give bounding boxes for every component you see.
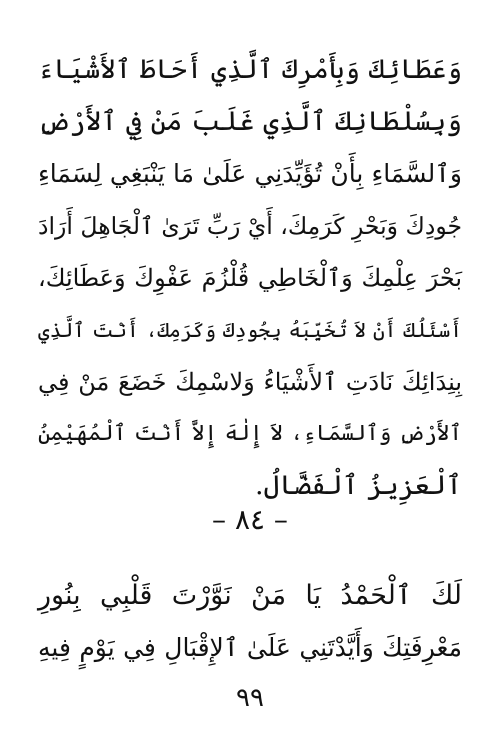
section-number-marker: – ٨٤ – [212,503,288,536]
page-number: ٩٩ [236,683,264,713]
text-line: وَعَطَائِكَ وَبِأَمْرِكَ ٱلَّذِي أَحَاطَ ٱلأَشْيَاءَ [38,54,462,85]
text-line: وَٱلسَّمَاءِ بِأَنْ تُؤَيِّدَنِي عَلَىٰ مَا يَنْبَغِي لِسَمَاءِ [38,159,462,188]
text-line: جُودِكَ وَبَحْرِ كَرَمِكَ، أَيْ رَبِّ تَرَىٰ ٱلْجَاهِلَ أَرَادَ [38,212,462,240]
text-line: مَعْرِفَتِكَ وَأَيَّدْتَنِي عَلَىٰ ٱلإِقْبَالِ فِي يَوْمٍ فِيهِ [38,633,462,662]
text-line: بَحْرَ عِلْمِكَ وَٱلْخَاطِي قُلْزُمَ عَفْوِكَ وَعَطَائِكَ، [38,264,462,292]
text-line: وَبِسُلْطَانِكَ ٱلَّذِي غَلَبَ مَنْ فِي ٱلأَرْضِ [38,106,462,137]
text-line-last: ٱلْعَزِيزُ ٱلْفَضَّالُ. [254,470,462,501]
text-line: بِنِدَائِكَ نَادَتِ ٱلأَشْيَاءُ وَلاسْمِكَ خَضَعَ مَنْ فِي [38,368,462,396]
text-line: أَسْئَلُكَ أَنْ لاَ تُخَيِّبَهُ بِجُودِكَ وَكَرَمِكَ، أَنْتَ ٱلَّذِي [38,318,462,342]
text-line: لَكَ ٱلْحَمْدُ يَا مَنْ نَوَّرْتَ قَلْبِي بِنُورِ [38,580,462,611]
text-line: ٱلأَرْضِ وَٱلسَّمَاءِ، لاَ إِلٰهَ إِلاَّ أَنْتَ ٱلْمُهَيْمِنُ [38,421,462,446]
